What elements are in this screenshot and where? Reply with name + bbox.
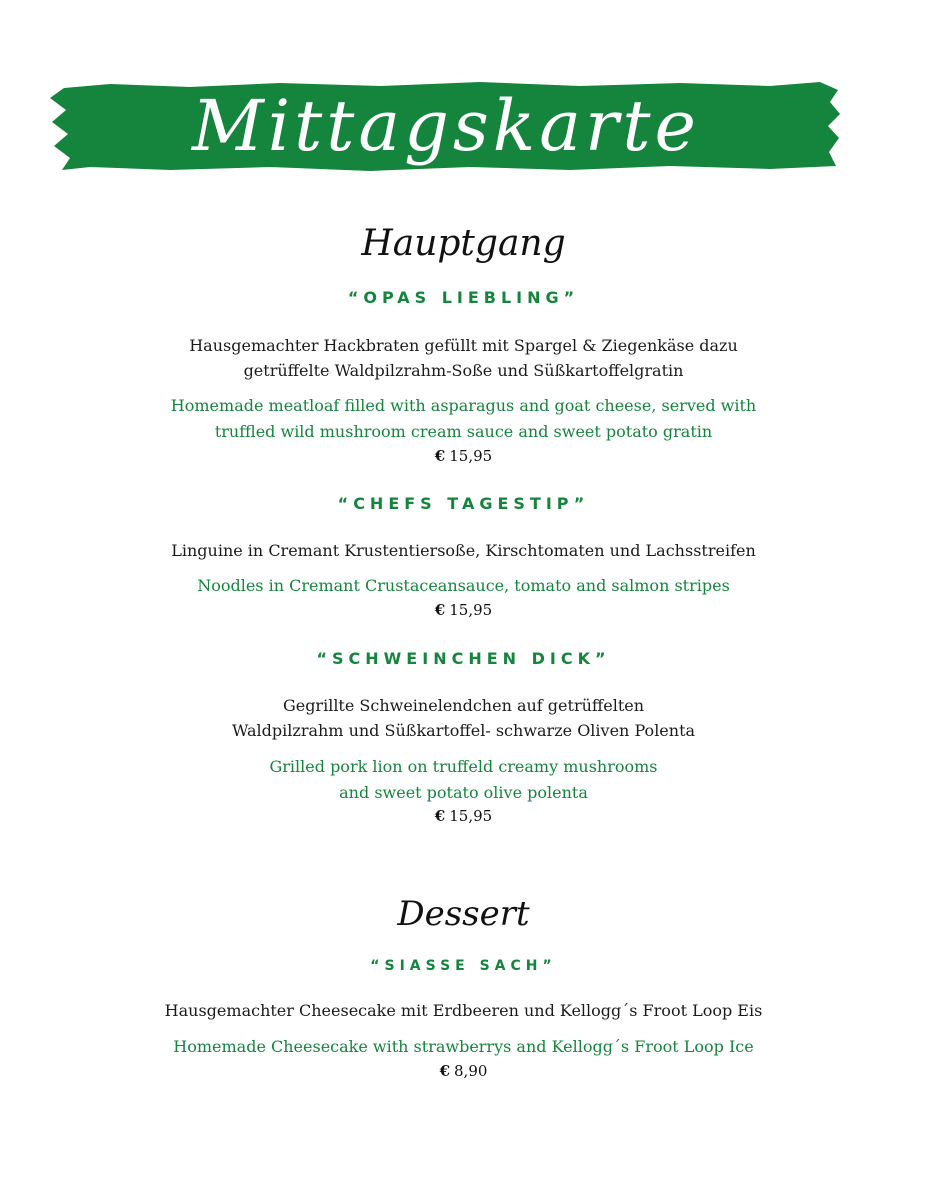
item-price: [0, 446, 927, 466]
description-line: and sweet potato olive polenta: [339, 783, 588, 802]
title-banner: [50, 80, 842, 172]
currency-symbol: €: [434, 807, 446, 825]
item-description-de: [0, 998, 927, 1023]
item-description-en: [0, 754, 927, 806]
currency-symbol: €: [434, 601, 446, 619]
price-value: 15,95: [449, 601, 493, 619]
description-line: truffled wild mushroom cream sauce and sweet potato gratin: [214, 422, 713, 441]
currency-symbol: €: [434, 447, 446, 465]
description-line: Hausgemachter Hackbraten gefüllt mit Spargel & Ziegenkäse dazu: [189, 336, 738, 355]
description-line: Gegrillte Schweinelendchen auf getrüffelten: [282, 696, 645, 715]
item-price: [0, 806, 927, 826]
item-title-siasse-sach: “SIASSE SACH”: [370, 958, 557, 974]
description-line: Waldpilzrahm und Süßkartoffel- schwarze Oliven Polenta: [231, 721, 696, 740]
description-line: Homemade Cheesecake with strawberrys and Kellogg´s Froot Loop Ice: [173, 1037, 754, 1056]
section-heading-dessert: Dessert: [397, 894, 530, 934]
item-price: [0, 600, 927, 620]
description-line: Homemade meatloaf filled with asparagus and goat cheese, served with: [170, 396, 757, 415]
currency-symbol: €: [439, 1062, 451, 1080]
section-heading-main: Hauptgang: [361, 223, 566, 264]
item-title-schweinchen-dick: “SCHWEINCHEN DICK”: [316, 649, 611, 668]
item-description-de: [0, 693, 927, 743]
item-description-en: [0, 573, 927, 599]
description-line: Linguine in Cremant Krustentiersoße, Kirschtomaten und Lachsstreifen: [171, 541, 756, 560]
description-line: getrüffelte Waldpilzrahm-Soße und Süßkartoffelgratin: [243, 361, 684, 380]
description-line: Hausgemachter Cheesecake mit Erdbeeren und Kellogg´s Froot Loop Eis: [164, 1001, 763, 1020]
description-line: Grilled pork lion on truffeld creamy mushrooms: [269, 757, 658, 776]
item-price: [0, 1061, 927, 1081]
item-title-chefs-tagestip: “CHEFS TAGESTIP”: [337, 494, 590, 513]
item-title-opas-liebling: “OPAS LIEBLING”: [347, 288, 580, 307]
description-line: Noodles in Cremant Crustaceansauce, tomato and salmon stripes: [197, 576, 730, 595]
menu-title: Mittagskarte: [192, 85, 700, 167]
price-value: 15,95: [449, 807, 493, 825]
price-value: 15,95: [449, 447, 493, 465]
item-description-en: [0, 393, 927, 445]
price-value: 8,90: [454, 1062, 488, 1080]
item-description-de: [0, 538, 927, 563]
item-description-en: [0, 1034, 927, 1060]
item-description-de: [0, 333, 927, 383]
